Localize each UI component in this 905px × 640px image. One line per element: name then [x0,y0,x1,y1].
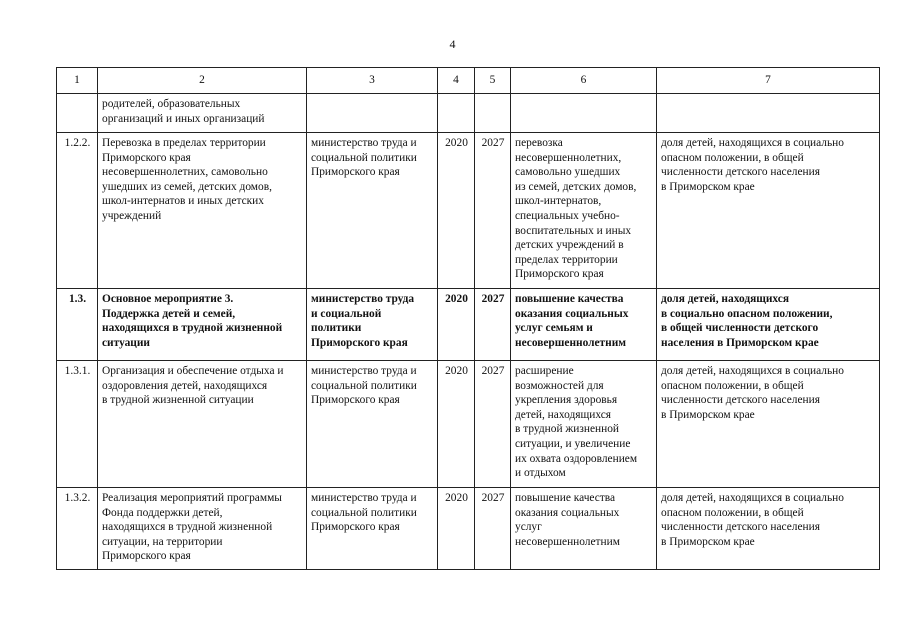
row-activity: родителей, образовательных организаций и иных организаций [98,94,307,133]
row-executor: министерство труда и социальной политики Приморского края [307,133,438,289]
row-indicator [657,94,880,133]
row-year-end [475,94,511,133]
table-header-row [57,68,880,94]
row-result: перевозка несовершеннолетних, самовольно ушедших из семей, детских домов, школ-интернатов, специальных учебно- воспитательных и иных детских учреждений в пределах территории Приморского края [511,133,657,289]
column-header: 6 [511,68,657,94]
table-row [57,133,880,289]
column-header: 3 [307,68,438,94]
row-result: повышение качества оказания социальных услуг несовершеннолетним [511,488,657,570]
row-year-start: 2020 [438,289,475,361]
row-number: 1.3.2. [57,488,98,570]
row-year-end: 2027 [475,133,511,289]
table-row [57,289,880,361]
row-activity: Перевозка в пределах территории Приморского края несовершеннолетних, самовольно ушедших из семей, детских домов, школ-интернатов и иных детских учреждений [98,133,307,289]
row-year-start: 2020 [438,133,475,289]
row-year-start [438,94,475,133]
row-result [511,94,657,133]
row-year-start: 2020 [438,361,475,488]
row-year-end: 2027 [475,488,511,570]
row-number: 1.2.2. [57,133,98,289]
page-number: 4 [449,37,456,51]
row-indicator: доля детей, находящихся в социально опасном положении, в общей численности детского населения в Приморском крае [657,488,880,570]
row-executor: министерство труда и социальной политики Приморского края [307,361,438,488]
row-indicator: доля детей, находящихся в социально опасном положении, в общей численности детского населения в Приморском крае [657,361,880,488]
column-header: 7 [657,68,880,94]
row-indicator: доля детей, находящихся в социально опасном положении, в общей численности детского населения в Приморском крае [657,133,880,289]
row-executor: министерство труда и социальной политики Приморского края [307,289,438,361]
row-result: расширение возможностей для укрепления здоровья детей, находящихся в трудной жизненной ситуации, и увеличение их охвата оздоровлением и отдыхом [511,361,657,488]
row-executor: министерство труда и социальной политики Приморского края [307,488,438,570]
row-year-end: 2027 [475,361,511,488]
row-number: 1.3. [57,289,98,361]
column-header: 1 [57,68,98,94]
row-activity: Реализация мероприятий программы Фонда поддержки детей, находящихся в трудной жизненной ситуации, на территории Приморского края [98,488,307,570]
table-row [57,488,880,570]
column-header: 2 [98,68,307,94]
table-row [57,361,880,488]
table-row [57,94,880,133]
row-number [57,94,98,133]
row-year-end: 2027 [475,289,511,361]
column-header: 5 [475,68,511,94]
row-indicator: доля детей, находящихся в социально опасном положении, в общей численности детского населения в Приморском крае [657,289,880,361]
row-activity: Организация и обеспечение отдыха и оздоровления детей, находящихся в трудной жизненной ситуации [98,361,307,488]
column-header: 4 [438,68,475,94]
row-result: повышение качества оказания социальных услуг семьям и несовершеннолетним [511,289,657,361]
row-number: 1.3.1. [57,361,98,488]
row-year-start: 2020 [438,488,475,570]
program-table [56,67,880,570]
row-executor [307,94,438,133]
row-activity: Основное мероприятие 3. Поддержка детей и семей, находящихся в трудной жизненной ситуации [98,289,307,361]
